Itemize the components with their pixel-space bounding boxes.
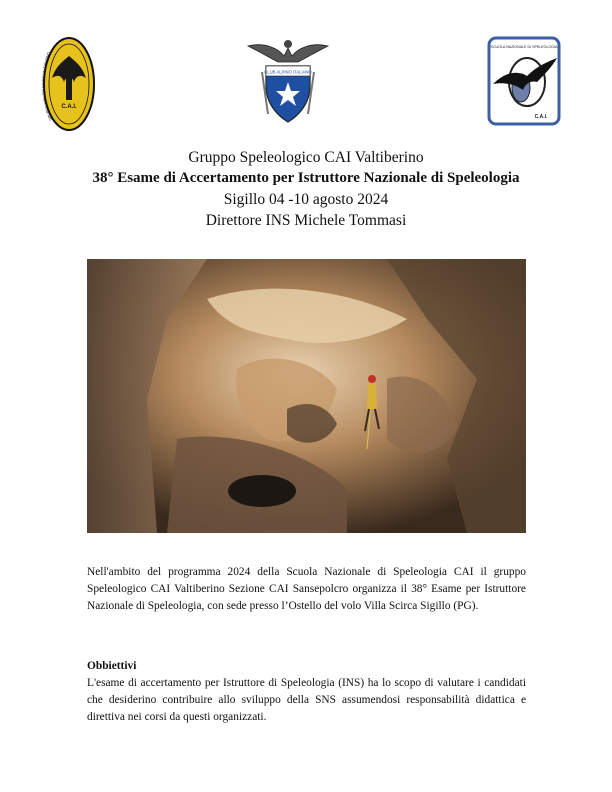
logo-left-sub: C.A.I. xyxy=(61,104,77,110)
document-header xyxy=(0,147,612,231)
cave-bat-emblem-icon xyxy=(42,36,96,132)
document-title: 38° Esame di Accertamento per Istruttore Nazionale di Speleologia xyxy=(92,170,520,186)
bat-school-emblem-icon xyxy=(487,36,561,126)
gruppo-speleologico-logo xyxy=(42,36,96,132)
cai-logo xyxy=(244,36,332,126)
cave-photo xyxy=(87,259,526,533)
intro-paragraph: Nell'ambito del programma 2024 della Scuola Nazionale di Speleologia CAI il gruppo Speleologico CAI Valtiberino Sezione CAI Sansepolcro organizza il 38° Esame per Istruttore Nazionale di Speleologia, con sede presso l’Ostello del volo Villa Scirca Sigillo (PG). xyxy=(87,566,526,612)
cai-eagle-shield-icon xyxy=(244,36,332,126)
cave-interior-image xyxy=(87,259,526,533)
objectives-heading: Obbiettivi xyxy=(87,660,137,672)
logo-right-sub: C.A.I. xyxy=(534,114,548,120)
organizer-name: Gruppo Speleologico CAI Valtiberino xyxy=(188,149,424,166)
logo-left-text: GRUPPO SPELEOL O VALTIBERINO xyxy=(42,51,53,122)
event-dates: Sigillo 04 -10 agosto 2024 xyxy=(223,191,389,208)
logo-center-text: CLUB ALPINO ITALIANO xyxy=(264,69,312,75)
objectives-paragraph: L'esame di accertamento per Istruttore di Speleologia (INS) ha lo scopo di valutare i candidati che desiderino contribuire allo sviluppo della SNS assumendosi responsabilità didattica e direttiva nei corsi da questi organizzati. xyxy=(87,677,526,723)
event-director: Direttore INS Michele Tommasi xyxy=(205,212,407,229)
scuola-nazionale-logo xyxy=(487,36,561,126)
logo-right-text: SCUOLA NAZIONALE DI SPELEOLOGIA xyxy=(490,45,558,49)
